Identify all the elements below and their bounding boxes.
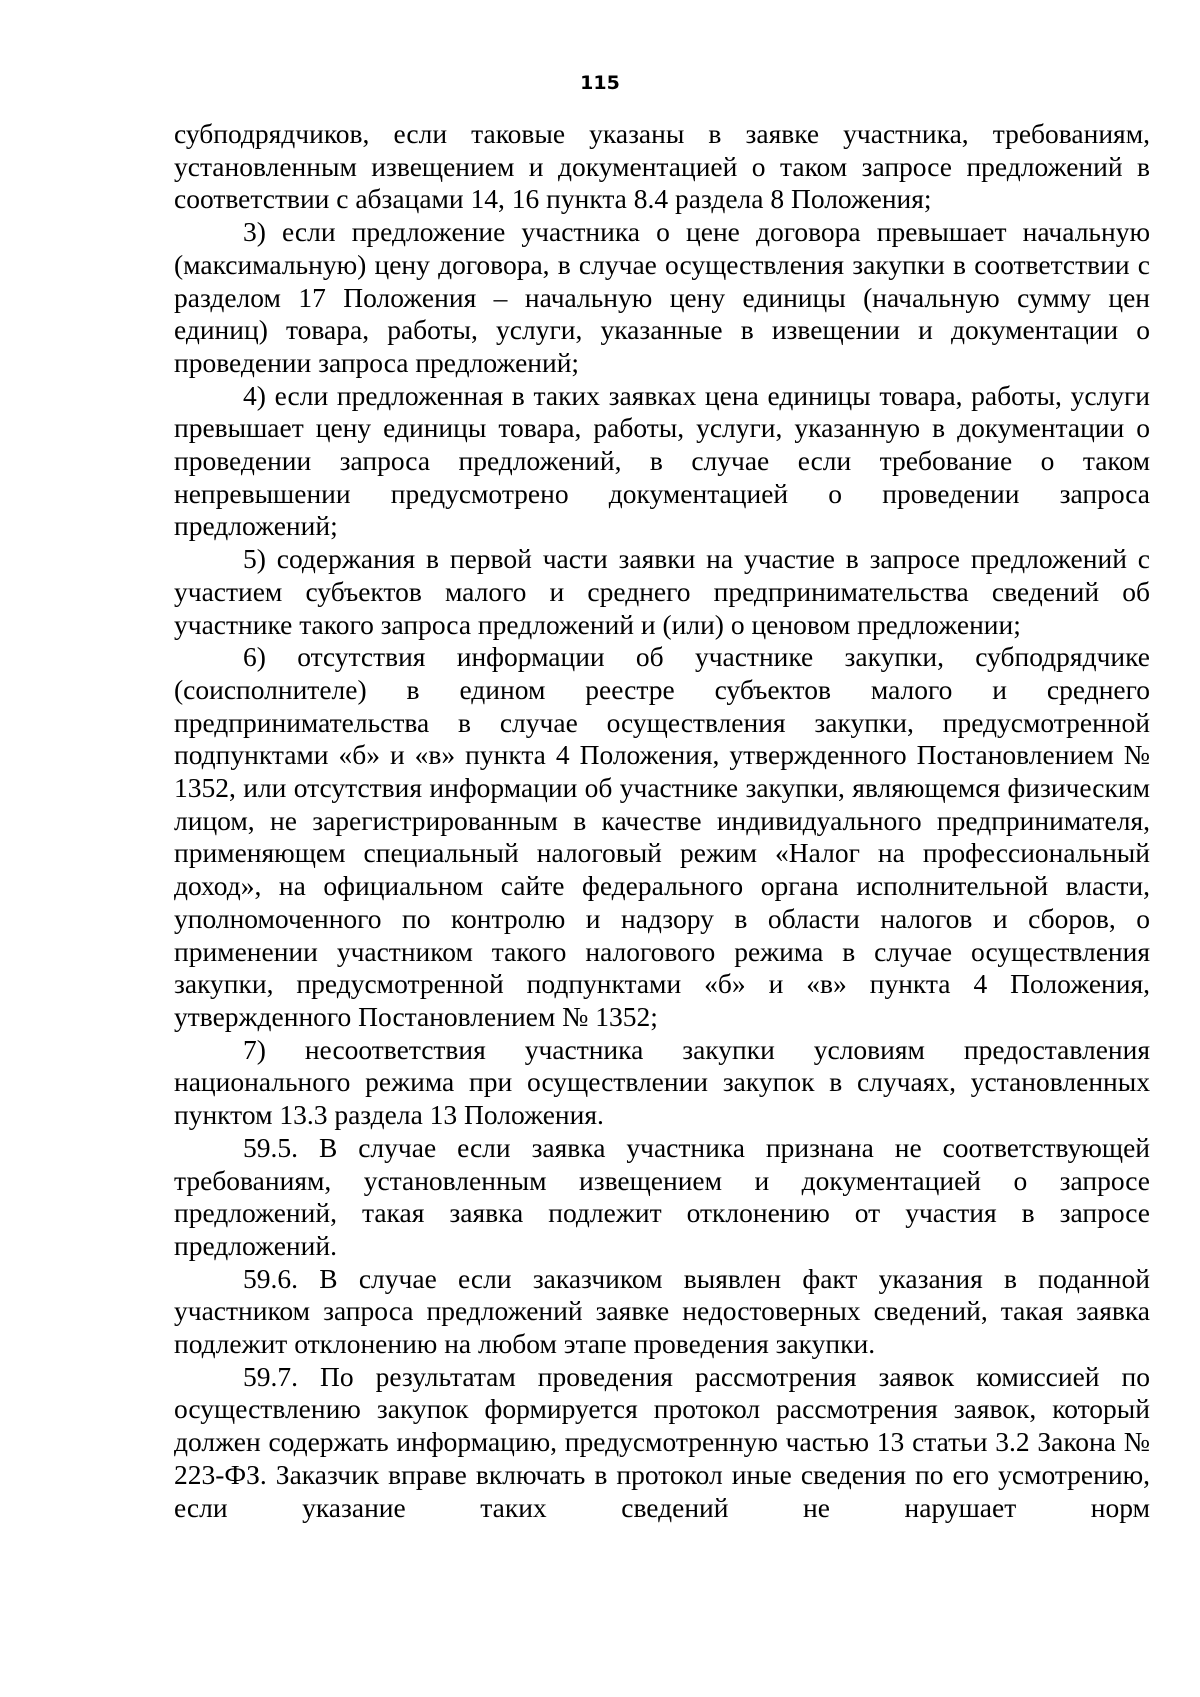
document-body bbox=[174, 118, 1150, 1524]
paragraph-item-3: 3) если предложение участника о цене договора превышает начальную (максимальную) цену договора, в случае осуществления закупки в соответствии с разделом 17 Положения – начальную цену единицы (начальную сумму цен единиц) товара, работы, услуги, указанные в извещении и документации о проведении запроса предложений; bbox=[174, 216, 1150, 378]
paragraph-item-5: 5) содержания в первой части заявки на участие в запросе предложений с участием субъектов малого и среднего предпринимательства сведений об участнике такого запроса предложений и (или) о ценовом предложении; bbox=[174, 543, 1150, 640]
paragraph-continuation: субподрядчиков, если таковые указаны в заявке участника, требованиям, установленным извещением и документацией о таком запросе предложений в соответствии с абзацами 14, 16 пункта 8.4 раздела 8 Положения; bbox=[174, 118, 1150, 215]
paragraph-item-7: 7) несоответствия участника закупки условиям предоставления национального режима при осуществлении закупок в случаях, установленных пунктом 13.3 раздела 13 Положения. bbox=[174, 1033, 1150, 1131]
page-number: 115 bbox=[580, 72, 620, 94]
paragraph-59-5: 59.5. В случае если заявка участника признана не соответствующей требованиям, установленным извещением и документацией о запросе предложений, такая заявка подлежит отклонению от участия в запросе предложений. bbox=[174, 1131, 1150, 1261]
paragraph-item-6: 6) отсутствия информации об участнике закупки, субподрядчике (соисполнителе) в едином реестре субъектов малого и среднего предпринимательства в случае осуществления закупки, предусмотренной подпунктами «б» и «в» пункта 4 Положения, утвержденного Постановлением № 1352, или отсутствия информации об участнике закупки, являющемся физическим лицом, не зарегистрированным в качестве индивидуального предпринимателя, применяющем специальный налоговый режим «Налог на профессиональный доход», на официальном сайте федерального органа исполнительной власти, уполномоченного по контролю и надзору в области налогов и сборов, о применении участником такого налогового режима в случае осуществления закупки, предусмотренной подпунктами «б» и «в» пункта 4 Положения, утвержденного Постановлением № 1352; bbox=[174, 641, 1150, 1032]
paragraph-59-6: 59.6. В случае если заказчиком выявлен факт указания в поданной участником запроса предложений заявке недостоверных сведений, такая заявка подлежит отклонению на любом этапе проведения закупки. bbox=[174, 1262, 1150, 1360]
paragraph-59-7: 59.7. По результатам проведения рассмотрения заявок комиссией по осуществлению закупок формируется протокол рассмотрения заявок, который должен содержать информацию, предусмотренную частью 13 статьи 3.2 Закона № 223-ФЗ. Заказчик вправе включать в протокол иные сведения по его усмотрению, если указание таких сведений не нарушает норм bbox=[174, 1360, 1150, 1523]
paragraph-item-4: 4) если предложенная в таких заявках цена единицы товара, работы, услуги превышает цену единицы товара, работы, услуги, указанную в документации о проведении запроса предложений, в случае если требование о таком непревышении предусмотрено документацией о проведении запроса предложений; bbox=[174, 379, 1150, 542]
